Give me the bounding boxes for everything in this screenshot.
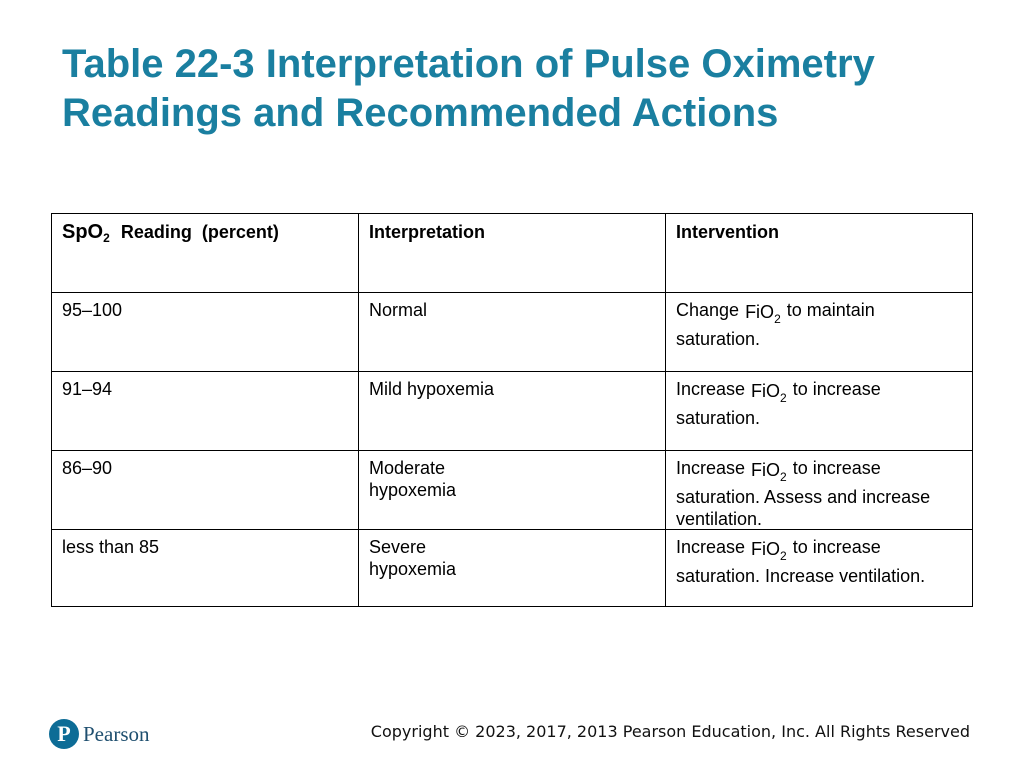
table-header-row [52, 214, 972, 293]
fio2-symbol: FiO$_2$ [751, 460, 787, 484]
oximetry-table [51, 213, 973, 607]
copyright-notice: Copyright © 2023, 2017, 2013 Pearson Education, Inc. All Rights Reserved [370, 722, 970, 741]
header-reading-label: Reading (percent) [120, 222, 279, 242]
pearson-p-icon: P [49, 719, 79, 749]
header-intervention: Intervention [676, 222, 780, 242]
cell-reading: less than 85 [52, 530, 359, 607]
table-row [52, 530, 972, 607]
header-interpretation: Interpretation [359, 214, 666, 292]
cell-interpretation: Normal [359, 293, 666, 371]
table-row [52, 451, 972, 530]
slide-title: Table 22-3 Interpretation of Pulse Oximetry Readings and Recommended Actions [62, 42, 875, 135]
fio2-symbol: FiO$_2$ [751, 539, 787, 563]
cell-intervention: Increase FiO$_2$ to increase saturation. [676, 379, 881, 428]
table-row [52, 293, 972, 372]
cell-intervention: Increase FiO$_2$ to increase saturation. Assess and increase ventilation. [676, 458, 931, 529]
pearson-logo [49, 719, 150, 749]
header-reading [52, 214, 359, 292]
fio2-symbol: FiO$_2$ [745, 302, 781, 326]
cell-reading: 91–94 [52, 372, 359, 450]
fio2-symbol: FiO$_2$ [751, 381, 787, 405]
spo2-symbol: SpO$_2$ [62, 221, 110, 245]
cell-intervention: Increase FiO$_2$ to increase saturation. Increase ventilation. [676, 537, 926, 586]
table-row [52, 372, 972, 451]
cell-interpretation: Severe hypoxemia [359, 530, 666, 607]
pearson-wordmark: Pearson [83, 721, 150, 746]
cell-interpretation: Moderate hypoxemia [359, 451, 666, 529]
cell-interpretation: Mild hypoxemia [359, 372, 666, 450]
cell-reading: 95–100 [52, 293, 359, 371]
cell-reading: 86–90 [52, 451, 359, 529]
cell-intervention: Change FiO$_2$ to maintain saturation. [676, 300, 875, 349]
